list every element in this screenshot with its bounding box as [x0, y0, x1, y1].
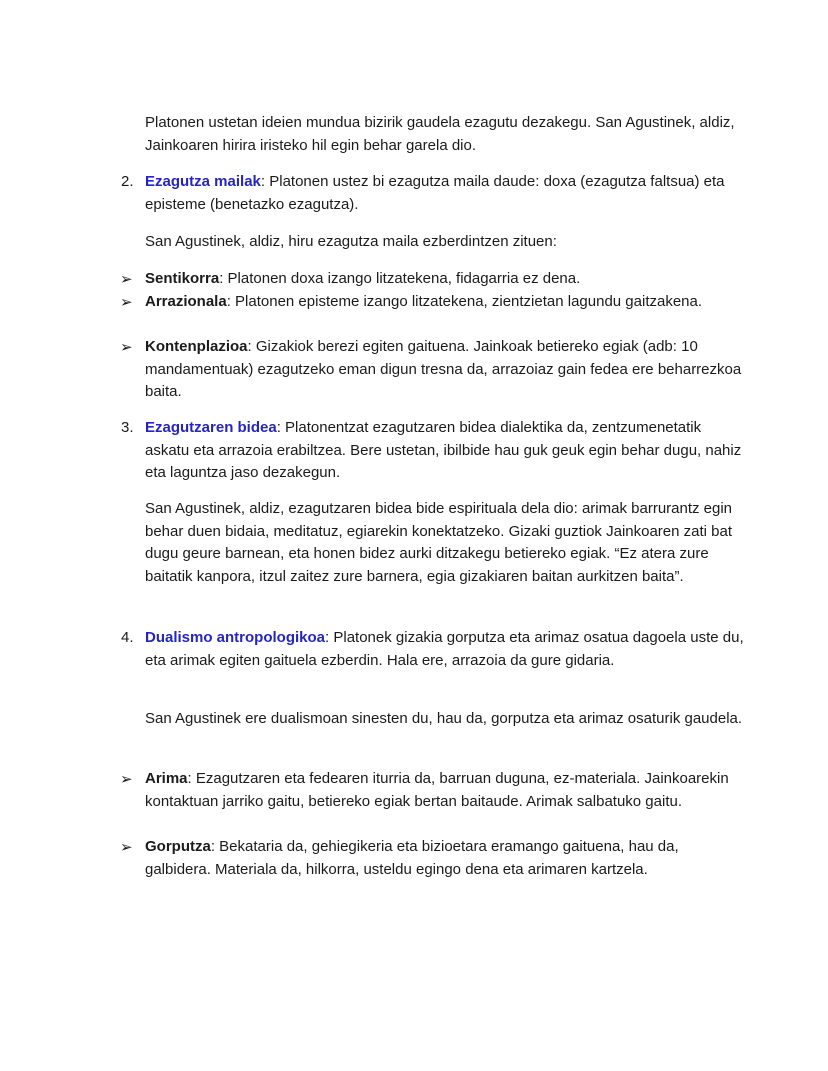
intro-paragraph: [145, 112, 745, 157]
bullet-text: : Gizakiok berezi egiten gaituena. Jainkoak betiereko egiak (adb: 10 mandamentuak) ezagutzeko eman digun tresna da, arrazoiaz gain fedea ere beharrezkoa baita.: [145, 338, 742, 400]
bullet-item: [120, 836, 745, 881]
bullet-term: Kontenplazioa: [145, 338, 248, 355]
followup-text: San Agustinek ere dualismoan sinesten du, hau da, gorputza eta arimaz osaturik gaudela.: [145, 710, 743, 727]
section-3: [121, 417, 745, 485]
section-4-paragraph: [145, 627, 745, 672]
section-number: 2.: [121, 173, 134, 190]
bullet-text: : Bekataria da, gehiegikeria eta bizioetara eramango gaituena, hau da, galbidera. Materiala da, hilkorra, usteldu egingo dena eta arimaren kartzela.: [145, 838, 679, 878]
bullet-item: [120, 336, 745, 404]
bullet-item: [120, 268, 745, 291]
bullet-term: Sentikorra: [145, 270, 220, 287]
arrow-bullet-icon: ➢: [120, 338, 133, 356]
section-text: : Platonentzat ezagutzaren bidea dialektika da, zentzumenetatik askatu eta arrazoia erabiltzea. Bere ustetan, ibilbide hau guk geuk egin behar dugu, nahiz eta laguntza jaso dezakegun.: [145, 419, 742, 481]
section-3-paragraph: [145, 417, 745, 485]
bullet-text: : Platonen episteme izango litzatekena, zientzietan lagundu gaitzakena.: [226, 293, 703, 310]
section-number: 3.: [121, 419, 134, 436]
section-heading: Ezagutzaren bidea: [145, 419, 277, 436]
section-2-paragraph: [145, 171, 745, 216]
bullet-term: Gorputza: [145, 838, 211, 855]
followup-text: San Agustinek, aldiz, ezagutzaren bidea bide espirituala dela dio: arimak barrurantz egin behar duen bidaia, meditatuz, egiarekin konektatzeko. Gizaki guztiok Jainkoaren zati bat dugu geure barnean, eta honen bidez aurki ditzakegu betiereko egiak. “Ez atera zure baitatik kanpora, itzul zaitez zure barnera, egia gizakiaren baitan aurkitzen baita”.: [145, 500, 733, 585]
bullet-term: Arima: [145, 770, 188, 787]
section-2: [121, 171, 745, 216]
section-number: 4.: [121, 629, 134, 646]
arrow-bullet-icon: ➢: [120, 770, 133, 788]
section-2-followup: [145, 231, 745, 254]
arrow-bullet-icon: ➢: [120, 293, 133, 311]
section-4-followup: [145, 708, 745, 731]
bullet-text: : Ezagutzaren eta fedearen iturria da, barruan duguna, ez-materiala. Jainkoarekin kontaktuan jarriko gaitu, betiereko egiak bertan baitaude. Arimak salbatuko gaitu.: [145, 770, 729, 810]
followup-text: San Agustinek, aldiz, hiru ezagutza maila ezberdintzen zituen:: [145, 233, 557, 250]
section-heading: Dualismo antropologikoa: [145, 629, 326, 646]
arrow-bullet-icon: ➢: [120, 270, 133, 288]
section-3-followup: [145, 498, 745, 588]
bullet-term: Arrazionala: [145, 293, 227, 310]
bullet-text: : Platonen doxa izango litzatekena, fidagarria ez dena.: [219, 270, 581, 287]
intro-text: Platonen ustetan ideien mundua bizirik gaudela ezagutu dezakegu. San Agustinek, aldiz, Jainkoaren hirira iristeko hil egin behar garela dio.: [145, 114, 735, 154]
bullet-item: [120, 291, 745, 314]
section-4: [121, 627, 745, 672]
section-heading: Ezagutza mailak: [145, 173, 261, 190]
bullet-item: [120, 768, 745, 813]
arrow-bullet-icon: ➢: [120, 838, 133, 856]
section-text: : Platonek gizakia gorputza eta arimaz osatua dagoela uste du, eta arimak egiten gaituela ezberdin. Hala ere, arrazoia da gure gidaria.: [145, 629, 744, 669]
section-text: : Platonen ustez bi ezagutza maila daude: doxa (ezagutza faltsua) eta episteme (benetazko ezagutza).: [145, 173, 725, 213]
